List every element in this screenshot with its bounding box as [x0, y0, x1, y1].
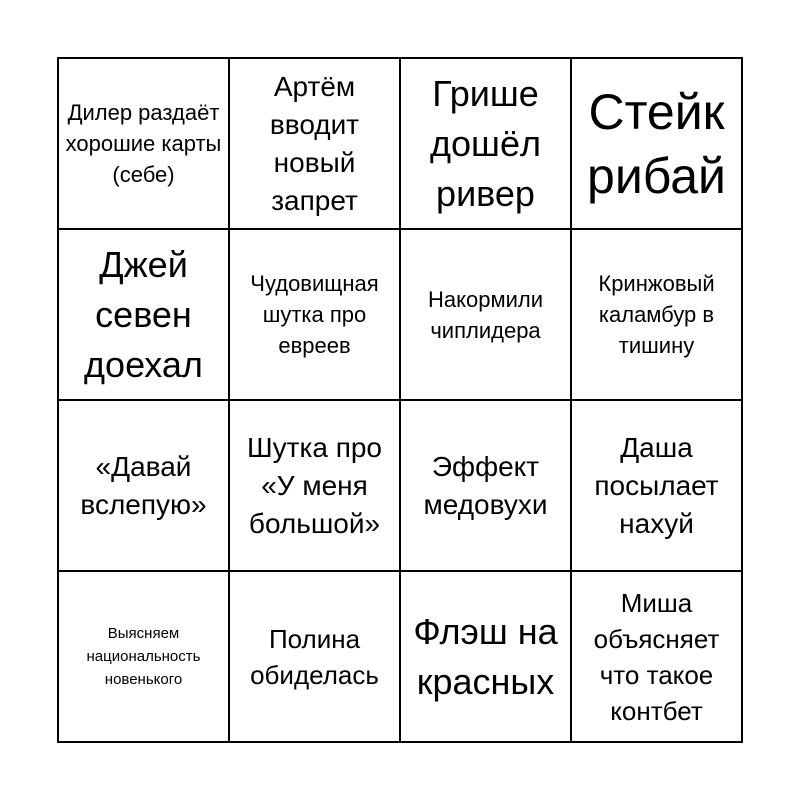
bingo-cell-text: Миша объясняет что такое контбет	[593, 587, 720, 726]
bingo-cell-text: Артём вводит новый запрет	[269, 70, 360, 216]
bingo-cell-4	[571, 58, 742, 229]
bingo-board	[57, 57, 743, 743]
bingo-cell-text: Кринжовый каламбур в тишину	[598, 271, 715, 358]
bingo-cell-text: Выясняем национальность новенького	[86, 625, 201, 688]
bingo-cell-9	[58, 400, 229, 571]
bingo-cell-10	[229, 400, 400, 571]
bingo-cell-1	[58, 58, 229, 229]
bingo-cell-text: Полина обиделась	[250, 623, 379, 690]
bingo-cell-text: Грише дошёл ривер	[430, 72, 541, 214]
bingo-cell-text: Накормили чиплидера	[427, 286, 543, 343]
bingo-cell-2	[229, 58, 400, 229]
bingo-cell-11	[400, 400, 571, 571]
bingo-cell-8	[571, 229, 742, 400]
bingo-cell-text: Эффект медовухи	[423, 450, 548, 520]
bingo-cell-14	[229, 571, 400, 742]
bingo-cell-text: Даша посылает нахуй	[594, 431, 719, 539]
bingo-cell-16	[571, 571, 742, 742]
bingo-cell-5	[58, 229, 229, 400]
bingo-cell-13	[58, 571, 229, 742]
bingo-cell-text: Дилер раздаёт хорошие карты (себе)	[65, 100, 222, 187]
bingo-cell-text: Стейк рибай	[587, 83, 726, 204]
bingo-cell-3	[400, 58, 571, 229]
bingo-cell-6	[229, 229, 400, 400]
bingo-cell-text: Флэш на красных	[413, 610, 558, 702]
bingo-cell-12	[571, 400, 742, 571]
bingo-cell-text: Чудовищная шутка про евреев	[250, 271, 379, 358]
bingo-cell-15	[400, 571, 571, 742]
bingo-cell-text: «Давай вслепую»	[80, 450, 207, 520]
bingo-cell-text: Шутка про «У меня большой»	[246, 431, 382, 539]
bingo-cell-text: Джей севен доехал	[84, 243, 203, 385]
bingo-cell-7	[400, 229, 571, 400]
